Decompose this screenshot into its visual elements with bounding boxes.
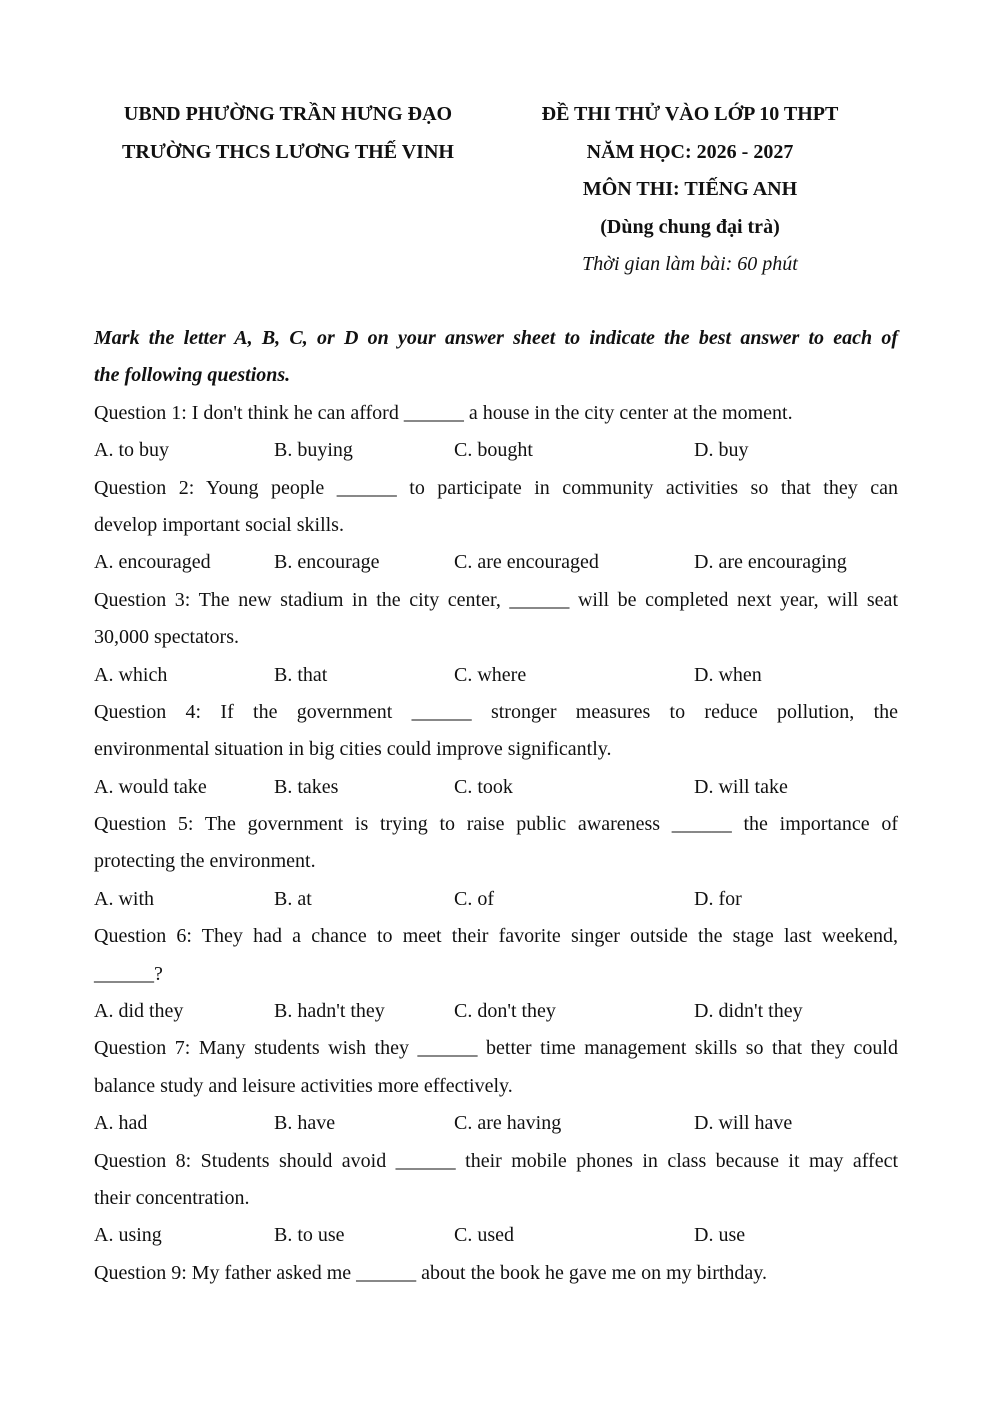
exam-body (94, 320, 898, 1292)
question-8-text: their concentration. (94, 1186, 250, 1209)
question-8-text: Question 8: Students should avoid ______ their mobile phones in class because it may affect (94, 1149, 898, 1172)
time-allowed: Thời gian làm bài: 60 phút (582, 253, 798, 275)
question-3-options (94, 657, 898, 694)
question-9-text: Question 9: My father asked me ______ about the book he gave me on my birthday. (94, 1261, 767, 1284)
instruction-line: Mark the letter A, B, C, or D on your answer sheet to indicate the best answer to each of (94, 327, 898, 349)
option-c: C. don't they (454, 1000, 556, 1023)
option-c: C. used (454, 1224, 514, 1247)
question-4-text: environmental situation in big cities could improve significantly. (94, 738, 612, 761)
option-a: A. using (94, 1224, 162, 1247)
question-4-text: Question 4: If the government ______ stronger measures to reduce pollution, the (94, 700, 898, 723)
instruction-line: the following questions. (94, 364, 291, 387)
option-d: D. are encouraging (694, 551, 847, 574)
option-a: A. had (94, 1112, 148, 1135)
school-block (88, 96, 488, 171)
option-c: C. where (454, 663, 527, 686)
option-b: B. to use (274, 1224, 345, 1247)
option-b: B. that (274, 663, 328, 686)
question-7-text: balance study and leisure activities more effectively. (94, 1074, 513, 1097)
option-b: B. at (274, 887, 312, 910)
option-c: C. took (454, 775, 513, 798)
question-2-options (94, 544, 898, 581)
question-6-options (94, 993, 898, 1030)
option-d: D. will take (694, 775, 788, 798)
question-6-text: Question 6: They had a chance to meet their favorite singer outside the stage last weekend, (94, 925, 898, 948)
option-c: C. are encouraged (454, 551, 599, 574)
exam-header (0, 96, 992, 296)
question-5-text: protecting the environment. (94, 850, 316, 873)
question-8-options (94, 1217, 898, 1254)
exam-scope: (Dùng chung đại trà) (600, 215, 780, 238)
subject: MÔN THI: TIẾNG ANH (582, 178, 798, 200)
school-name: TRƯỜNG THCS LƯƠNG THẾ VINH (122, 140, 454, 163)
question-5-options (94, 881, 898, 918)
question-4-options (94, 769, 898, 806)
option-d: D. use (694, 1224, 746, 1247)
option-d: D. will have (694, 1112, 793, 1135)
option-d: D. for (694, 887, 742, 910)
option-d: D. didn't they (694, 1000, 803, 1023)
question-2-text: develop important social skills. (94, 513, 344, 536)
option-b: B. have (274, 1112, 336, 1135)
option-d: D. buy (694, 439, 749, 462)
exam-info-block (490, 96, 890, 284)
option-a: A. did they (94, 1000, 184, 1023)
question-5-text: Question 5: The government is trying to raise public awareness ______ the importance of (94, 813, 898, 836)
option-a: A. would take (94, 775, 207, 798)
question-6-text: ______? (94, 962, 163, 985)
question-2-text: Question 2: Young people ______ to participate in community activities so that they can (94, 476, 898, 499)
option-a: A. which (94, 663, 168, 686)
option-d: D. when (694, 663, 762, 686)
question-3-text: 30,000 spectators. (94, 626, 239, 649)
exam-title: ĐỀ THI THỬ VÀO LỚP 10 THPT (541, 103, 839, 125)
question-7-text: Question 7: Many students wish they ______ better time management skills so that they could (94, 1037, 898, 1060)
option-c: C. of (454, 887, 494, 910)
district-name: UBND PHƯỜNG TRẦN HƯNG ĐẠO (123, 103, 453, 125)
question-1-options (94, 432, 898, 469)
option-a: A. to buy (94, 439, 169, 462)
option-b: B. takes (274, 775, 339, 798)
question-3-text: Question 3: The new stadium in the city center, ______ will be completed next year, will seat (94, 588, 898, 611)
option-c: C. are having (454, 1112, 562, 1135)
option-b: B. hadn't they (274, 1000, 385, 1023)
option-b: B. buying (274, 439, 353, 462)
option-b: B. encourage (274, 551, 380, 574)
question-7-options (94, 1105, 898, 1142)
option-a: A. encouraged (94, 551, 211, 574)
question-1-text: Question 1: I don't think he can afford ______ a house in the city center at the moment. (94, 401, 793, 424)
option-c: C. bought (454, 439, 533, 462)
option-a: A. with (94, 887, 154, 910)
school-year: NĂM HỌC: 2026 - 2027 (586, 140, 794, 163)
